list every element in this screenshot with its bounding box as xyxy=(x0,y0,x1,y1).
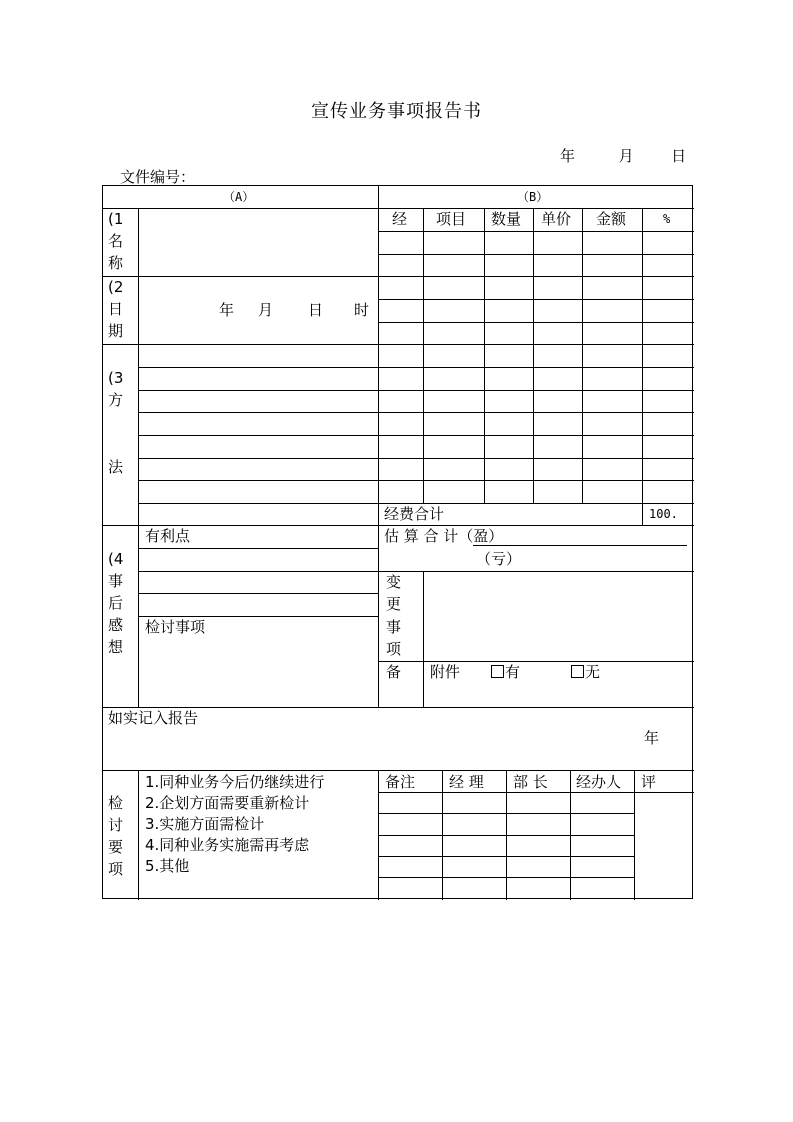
attachment-yes[interactable] xyxy=(491,661,520,683)
section3-char1: 方 xyxy=(108,391,124,409)
review-items-label: 检讨事项 xyxy=(145,618,206,636)
review-char4: 项 xyxy=(108,860,124,878)
section2-char1: 日 xyxy=(108,300,124,318)
report-year: 年 xyxy=(644,729,660,747)
remarks-label: 备 xyxy=(386,663,402,681)
funds-total-value: 100. xyxy=(649,507,678,521)
estimate-loss: （亏） xyxy=(476,550,522,568)
approval-remark: 备注 xyxy=(385,773,416,791)
review-char3: 要 xyxy=(108,838,124,856)
review-item: 2.企划方面需要重新检计 xyxy=(145,794,310,812)
review-item: 3.实施方面需检计 xyxy=(145,815,265,833)
section1-char2: 称 xyxy=(108,254,124,272)
approval-director: 部 长 xyxy=(513,773,548,791)
section2-hour: 时 xyxy=(354,301,370,319)
yes-label: 有 xyxy=(505,663,521,681)
pros-label: 有利点 xyxy=(145,527,191,545)
date-day: 日 xyxy=(671,147,687,165)
section2-year: 年 xyxy=(219,301,235,319)
approval-handler: 经办人 xyxy=(576,773,622,791)
header-b: （B） xyxy=(517,190,549,204)
col-amount: 金额 xyxy=(596,210,627,228)
section3-char2: 法 xyxy=(108,458,124,476)
changes-char2: 更 xyxy=(386,595,402,613)
changes-char1: 变 xyxy=(386,573,402,591)
review-item: 1.同种业务今后仍继续进行 xyxy=(145,773,325,791)
section4-char2: 后 xyxy=(108,594,124,612)
review-item: 4.同种业务实施需再考虑 xyxy=(145,836,310,854)
section4-char1: 事 xyxy=(108,572,124,590)
section3-num: (3 xyxy=(108,369,124,387)
col-jing: 经 xyxy=(392,210,408,228)
no-label: 无 xyxy=(585,663,601,681)
section1-char1: 名 xyxy=(108,232,124,250)
col-qty: 数量 xyxy=(491,210,522,228)
report-form xyxy=(102,185,693,899)
section2-num: (2 xyxy=(108,278,124,296)
approval-manager: 经 理 xyxy=(449,773,484,791)
section2-day: 日 xyxy=(308,301,324,319)
col-pct: % xyxy=(663,212,671,226)
changes-char3: 事 xyxy=(386,618,402,636)
funds-total-label: 经费合计 xyxy=(384,505,445,523)
review-char1: 检 xyxy=(108,794,124,812)
page-title: 宣传业务事项报告书 xyxy=(311,101,482,122)
review-item: 5.其他 xyxy=(145,857,190,875)
col-price: 单价 xyxy=(541,210,572,228)
attachment-no[interactable] xyxy=(571,661,600,683)
header-a: （A） xyxy=(223,190,255,204)
section1-num: (1 xyxy=(108,210,124,228)
report-label: 如实记入报告 xyxy=(108,709,199,727)
report-date xyxy=(560,145,686,166)
section4-char3: 感 xyxy=(108,616,124,634)
estimate-label: 估 算 合 计（盈） xyxy=(384,527,504,545)
section2-month: 月 xyxy=(258,301,274,319)
section4-num: (4 xyxy=(108,550,124,568)
no-checkbox[interactable] xyxy=(571,665,584,678)
doc-number-label: 文件编号： xyxy=(120,168,196,186)
approval-eval: 评 xyxy=(641,773,657,791)
changes-char4: 项 xyxy=(386,640,402,658)
section4-char4: 想 xyxy=(108,638,124,656)
section2-char2: 期 xyxy=(108,322,124,340)
yes-checkbox[interactable] xyxy=(491,665,504,678)
date-month: 月 xyxy=(618,147,634,165)
col-item: 项目 xyxy=(436,210,467,228)
date-year: 年 xyxy=(560,147,576,165)
review-char2: 讨 xyxy=(108,816,124,834)
attachment-label: 附件 xyxy=(430,663,461,681)
